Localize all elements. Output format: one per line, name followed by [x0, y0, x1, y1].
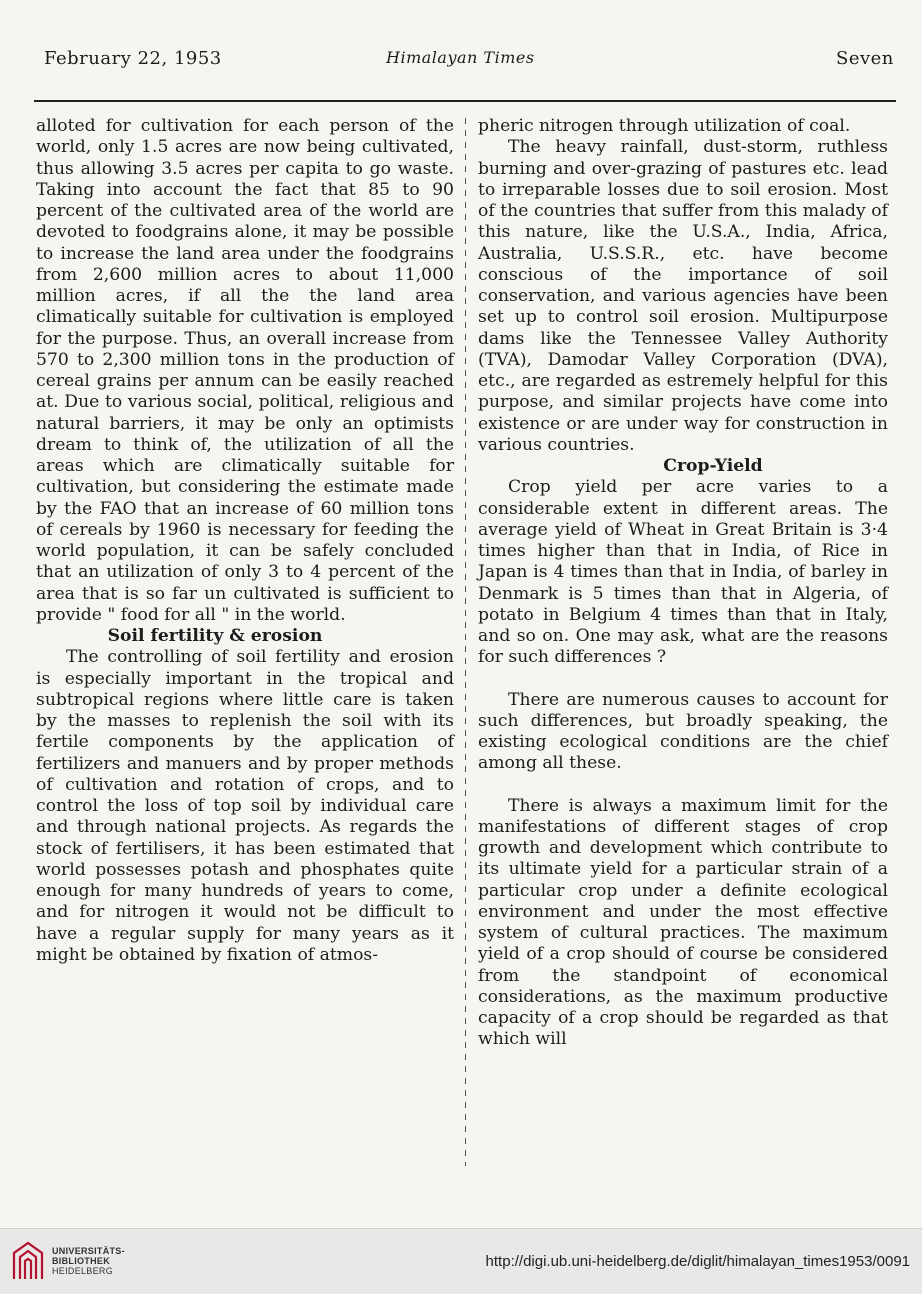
university-library-logo-icon — [8, 1239, 48, 1283]
section-heading-crop-yield: Crop-Yield — [663, 456, 763, 476]
viewer-footer — [0, 1228, 922, 1294]
paragraph-gap — [478, 775, 888, 796]
left-column — [36, 116, 454, 966]
paragraph-gap — [478, 669, 888, 690]
source-url-link[interactable]: http://digi.ub.uni-heidelberg.de/diglit/himalayan_times1953/0091 — [485, 1253, 910, 1270]
right-paragraph-3: Crop yield per acre varies to a considerable extent in different areas. The average yield of Wheat in Great Britain is 3·4 times higher than that in India, of Rice in Japan is 4 times than that in India, of barley in Denmark is 5 times than that in Algeria, of potato in Belgium 4 times than that in Italy, and so on. One may ask, what are the reasons for such differences ? — [478, 477, 888, 668]
library-name: UNIVERSITÄTS- BIBLIOTHEK HEIDELBERG — [52, 1246, 125, 1276]
header-rule — [34, 100, 896, 102]
right-paragraph-1: pheric nitrogen through utilization of coal. — [478, 116, 851, 136]
masthead-title: Himalayan Times — [386, 48, 535, 67]
right-paragraph-4: There are numerous causes to account for such differences, but broadly speaking, the existing ecological conditions are the chief among all these. — [478, 689, 888, 774]
right-column — [478, 116, 888, 1051]
column-divider — [465, 118, 466, 1166]
right-paragraph-2: The heavy rainfall, dust-storm, ruthless burning and over-grazing of pastures etc. lead to irreparable losses due to soil erosion. Most of the countries that suffer from this malady of this nature, like the U.S.A., India, Africa, Australia, U.S.S.R., etc. have become conscious of the importance of soil conservation, and various agencies have been set up to control soil erosion. Multipurpose dams like the Tennessee Valley Authority (TVA), Damodar Valley Corporation (DVA), etc., are regarded as estremely helpful for this purpose, and similar projects have come into existence or are under way for construction in various countries. — [478, 137, 888, 455]
section-heading-soil-fertility: Soil fertility & erosion — [107, 626, 323, 646]
issue-date: February 22, 1953 — [44, 48, 222, 69]
right-paragraph-5: There is always a maximum limit for the manifestations of different stages of crop growth and development which contribute to its ultimate yield for a particular strain of a particular crop under a definite ecological environment and under the most effective system of cultural practices. The maximum yield of a crop should of course be considered from the standpoint of economical considerations, as the maximum productive capacity of a crop should be regarded as that which will — [478, 795, 888, 1050]
left-paragraph-1: alloted for cultivation for each person of the world, only 1.5 acres are now being cultivated, thus allowing 3.5 acres per capita to go waste. Taking into account the fact that 85 to 90 percent of the cultivated area of the world are devoted to foodgrains alone, it may be possible to increase the land area under the foodgrains from 2,600 million acres to about 11,000 million acres, if all the the land area climatically suitable for cultivation is employed for the purpose. Thus, an overall increase from 570 to 2,300 million tons in the production of cereal grains per annum can be easily reached at. Due to various social, political, religious and natural barriers, it may be only an optimists dream to think of, the utilization of all the areas which are climatically suitable for cultivation, but considering the estimate made by the FAO that an increase of 60 million tons of cereals by 1960 is necessary for feeding the world population, it can be safely concluded that an utilization of only 3 to 4 percent of the area that is so far un cultivated is sufficient to provide " food for all " in the world. — [36, 116, 454, 625]
page-number: Seven — [836, 48, 894, 69]
left-paragraph-2: The controlling of soil fertility and erosion is especially important in the tropical and subtropical regions where little care is taken by the masses to replenish the soil with its fertile components by the application of fertilizers and manuers and by proper methods of cultivation and rotation of crops, and to control the loss of top soil by individual care and through national projects. As regards the stock of fertilisers, it has been estimated that world possesses potash and phosphates quite enough for many hundreds of years to come, and for nitrogen it would not be difficult to have a regular supply for many years as it might be obtained by fixation of atmos- — [36, 647, 454, 965]
